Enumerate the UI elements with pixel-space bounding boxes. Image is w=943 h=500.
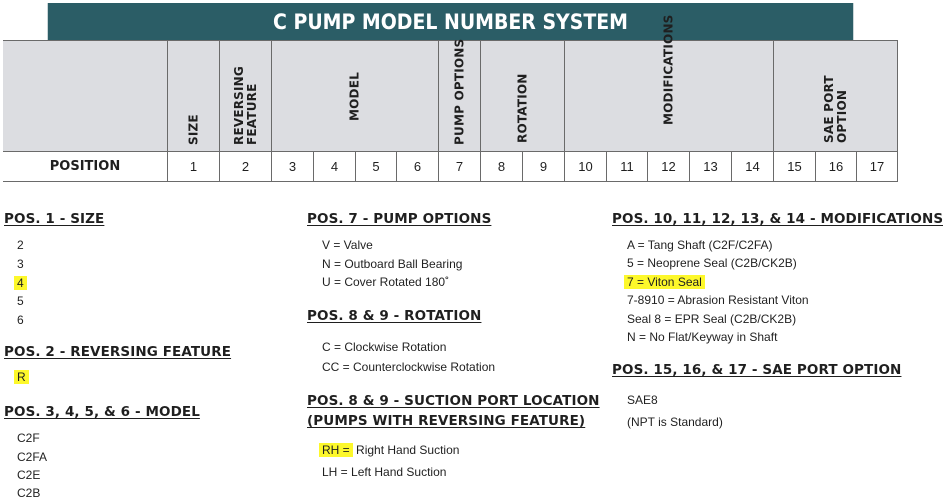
header-modifications-label: MODIFICATIONS: [661, 14, 676, 125]
section-model-title: POS. 3, 4, 5, & 6 - MODEL: [4, 404, 200, 420]
header-sae-port-label: SAE PORT OPTION: [821, 75, 849, 143]
model-item: C2F: [17, 431, 40, 445]
header-modifications: [564, 14, 773, 151]
pump-option-item: N = Outboard Ball Bearing: [322, 257, 463, 271]
suction-rh-code-highlighted: RH =: [319, 443, 353, 457]
sae-item: SAE8: [627, 393, 658, 407]
header-rotation: [480, 40, 564, 151]
model-item: C2FA: [17, 450, 48, 464]
header-model: [271, 40, 438, 151]
section-modifications-title: POS. 10, 11, 12, 13, & 14 - MODIFICATIONS: [612, 211, 943, 227]
size-item-highlighted: 4: [14, 276, 27, 290]
model-item: C2E: [17, 468, 41, 482]
position-cell: 6: [396, 151, 438, 182]
position-cell: 12: [647, 151, 689, 182]
section-sae-title: POS. 15, 16, & 17 - SAE PORT OPTION: [612, 362, 902, 378]
position-cell: 10: [564, 151, 606, 182]
position-cell: 9: [522, 151, 564, 182]
size-item: 3: [17, 257, 24, 271]
section-suction-title: POS. 8 & 9 - SUCTION PORT LOCATION: [307, 393, 600, 409]
position-cell: 16: [815, 151, 856, 182]
rotation-item: CC = Counterclockwise Rotation: [322, 360, 496, 374]
section-reversing-title: POS. 2 - REVERSING FEATURE: [4, 344, 232, 360]
header-reversing-label: REVERSING FEATURE: [231, 66, 259, 145]
section-rotation-title: POS. 8 & 9 - ROTATION: [307, 308, 482, 324]
section-suction-subtitle: (PUMPS WITH REVERSING FEATURE): [307, 413, 586, 429]
position-cell: 4: [313, 151, 355, 182]
rotation-item: C = Clockwise Rotation: [322, 340, 447, 354]
position-cell: 1: [167, 151, 219, 182]
header-pump-options: [438, 40, 480, 151]
modification-item-highlighted: 7 = Viton Seal: [624, 275, 705, 289]
header-blank: [3, 40, 167, 151]
position-cell: 8: [480, 151, 522, 182]
section-size-title: POS. 1 - SIZE: [4, 211, 105, 227]
reversing-item-highlighted: R: [14, 370, 29, 384]
position-cell: 5: [355, 151, 396, 182]
size-item: 6: [17, 313, 24, 327]
section-pump-options-title: POS. 7 - PUMP OPTIONS: [307, 211, 492, 227]
position-cell: 11: [606, 151, 647, 182]
pump-option-item: U = Cover Rotated 180˚: [322, 275, 450, 289]
header-size-label: SIZE: [186, 114, 200, 145]
position-cell: 15: [773, 151, 815, 182]
position-cell: 13: [689, 151, 731, 182]
size-item: 5: [17, 294, 24, 308]
position-cell: 14: [731, 151, 773, 182]
suction-lh-item: LH = Left Hand Suction: [322, 465, 447, 479]
position-label: POSITION: [3, 151, 167, 182]
modification-item: Seal 8 = EPR Seal (C2B/CK2B): [627, 312, 797, 326]
modification-item: 7-8910 = Abrasion Resistant Viton: [627, 293, 809, 307]
modification-item: 5 = Neoprene Seal (C2B/CK2B): [627, 256, 797, 270]
modification-item: A = Tang Shaft (C2F/C2FA): [627, 238, 773, 252]
model-item: C2B: [17, 486, 41, 500]
header-pump-options-label: PUMP OPTIONS: [452, 38, 466, 145]
position-cell: 7: [438, 151, 480, 182]
header-model-label: MODEL: [347, 72, 362, 121]
pump-option-item: V = Valve: [322, 238, 373, 252]
size-item: 2: [17, 238, 24, 252]
sae-item: (NPT is Standard): [627, 415, 723, 429]
header-sae-port: [773, 40, 898, 151]
header-rotation-label: ROTATION: [515, 73, 529, 143]
suction-rh-text: Right Hand Suction: [356, 443, 460, 457]
header-reversing: [219, 40, 271, 151]
page-title: C PUMP MODEL NUMBER SYSTEM: [48, 3, 854, 40]
header-size: [167, 40, 219, 151]
modification-item: N = No Flat/Keyway in Shaft: [627, 330, 778, 344]
position-cell: 3: [271, 151, 313, 182]
position-cell: 17: [856, 151, 898, 182]
position-cell: 2: [219, 151, 271, 182]
suction-rh-item: [319, 443, 459, 457]
